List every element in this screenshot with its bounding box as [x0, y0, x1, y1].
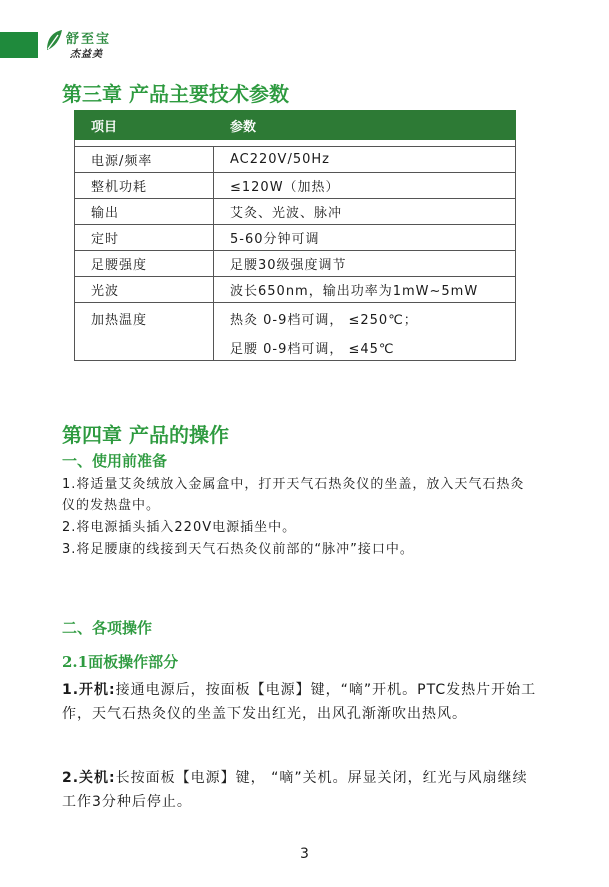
subsection-title: 2.1面板操作部分: [62, 653, 179, 671]
table-row: [75, 199, 516, 225]
spec-value-cell: 足腰30级强度调节: [214, 251, 516, 277]
spec-item-cell: 输出: [75, 199, 214, 225]
table-row: [75, 173, 516, 199]
spec-item-cell: 加热温度: [75, 303, 214, 361]
table-row: [75, 225, 516, 251]
table-row: [75, 303, 516, 361]
page-number: 3: [300, 846, 309, 862]
spec-header-value: 参数: [214, 111, 516, 140]
section1-title: 一、使用前准备: [62, 452, 168, 470]
spec-value-cell: 5-60分钟可调: [214, 225, 516, 251]
spec-value-line: 热灸 0-9档可调， ≤250℃；: [230, 313, 418, 328]
spec-header-item: 项目: [75, 111, 214, 140]
list-item: 1.将适量艾灸绒放入金属盒中，打开天气石热灸仪的坐盖，放入天气石热灸仪的发热盘中。: [62, 477, 525, 513]
table-row: [75, 277, 516, 303]
operation-power-on: [62, 678, 542, 726]
spec-value-cell: [214, 303, 516, 361]
list-item: 2.将电源插头插入220V电源插坐中。: [62, 520, 297, 535]
chapter4-title: 第四章 产品的操作: [62, 423, 229, 447]
spec-item-cell: 整机功耗: [75, 173, 214, 199]
logo-text-secondary: 杰益美: [70, 49, 103, 60]
spec-table-spacer: [75, 140, 516, 147]
spec-item-cell: 足腰强度: [75, 251, 214, 277]
spec-table-header-row: [75, 111, 516, 140]
spec-item-cell: 光波: [75, 277, 214, 303]
chapter3-title: 第三章 产品主要技术参数: [62, 82, 289, 106]
spec-item-cell: 定时: [75, 225, 214, 251]
section2-title: 二、各项操作: [62, 619, 153, 637]
logo-leaf-icon: [44, 28, 64, 54]
table-row: [75, 147, 516, 173]
spec-value-line: 足腰 0-9档可调， ≤45℃: [230, 342, 395, 357]
operation-power-off: [62, 766, 542, 814]
operation-label: 1.开机:: [62, 682, 116, 698]
spec-item-cell: 电源/频率: [75, 147, 214, 173]
spec-value-cell: 波长650nm，输出功率为1mW~5mW: [214, 277, 516, 303]
operation-label: 2.关机:: [62, 770, 116, 786]
spec-value-cell: ≤120W（加热）: [214, 173, 516, 199]
operation-text: 长按面板【电源】键， “嘀”关机。屏显关闭，红光与风扇继续工作3分种后停止。: [62, 770, 528, 810]
operation-text: 接通电源后，按面板【电源】键，“嘀”开机。PTC发热片开始工作，天气石热灸仪的坐盖下发出红光，出风孔渐渐吹出热风。: [62, 682, 537, 722]
spec-value-cell: AC220V/50Hz: [214, 147, 516, 173]
header-green-bar: [0, 32, 38, 58]
logo-text-primary: 舒至宝: [66, 32, 112, 47]
list-item: 3.将足腰康的线接到天气石热灸仪前部的“脉冲”接口中。: [62, 542, 414, 557]
table-row: [75, 251, 516, 277]
spec-table: [74, 110, 516, 361]
spec-value-cell: 艾灸、光波、脉冲: [214, 199, 516, 225]
brand-logo: [44, 26, 134, 62]
